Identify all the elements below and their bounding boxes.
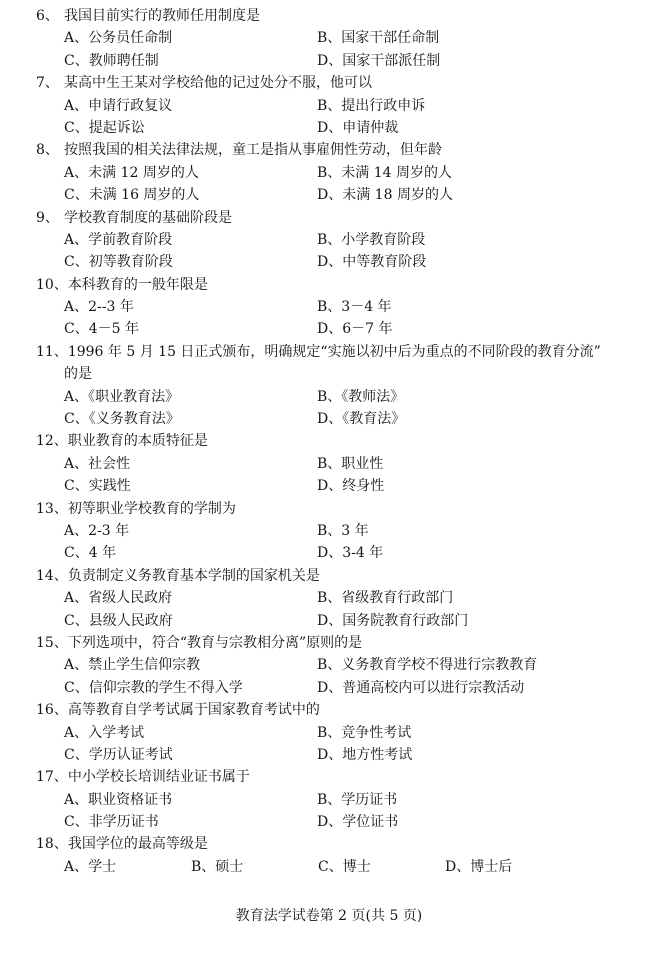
question-12 — [36, 430, 638, 497]
options-grid — [36, 27, 638, 72]
question-stem-line — [36, 430, 638, 452]
question-15 — [36, 632, 638, 699]
options-grid — [36, 162, 638, 207]
option-b: B、《教师法》 — [317, 388, 405, 405]
question-number: 11、 — [36, 343, 68, 360]
option-a: A、职业资格证书 — [64, 791, 173, 808]
question-11 — [36, 341, 638, 431]
option-a: A、2--3 年 — [64, 299, 134, 316]
option-c: C、提起诉讼 — [64, 119, 145, 136]
option-a: A、省级人民政府 — [64, 590, 173, 607]
option-a: A、2-3 年 — [64, 522, 130, 539]
question-number: 12、 — [36, 433, 68, 450]
question-number: 10、 — [36, 276, 68, 293]
question-number: 14、 — [36, 567, 68, 584]
option-b: B、竞争性考试 — [317, 724, 412, 741]
options-grid — [36, 95, 638, 140]
question-stem: 按照我国的相关法律法规，童工是指从事雇佣性劳动，但年龄 — [64, 142, 442, 159]
option-b: B、国家干部任命制 — [317, 30, 440, 47]
question-stem: 下列选项中，符合“教育与宗教相分离”原则的是 — [67, 634, 363, 651]
option-c: C、博士 — [318, 858, 371, 875]
option-a: A、学前教育阶段 — [64, 231, 173, 248]
option-d: D、国家干部派任制 — [317, 52, 441, 69]
option-d: D、未满 18 周岁的人 — [317, 187, 453, 204]
option-d: D、终身性 — [317, 478, 385, 495]
question-stem: 学校教育制度的基础阶段是 — [64, 209, 232, 226]
option-b: B、3 年 — [317, 522, 369, 539]
option-d: D、博士后 — [445, 858, 513, 875]
option-b: B、3－4 年 — [317, 299, 392, 316]
question-stem-line — [36, 699, 638, 721]
options-grid — [36, 453, 638, 498]
option-d: D、中等教育阶段 — [317, 254, 427, 271]
question-stem-line — [36, 766, 638, 788]
question-number: 18、 — [36, 836, 68, 853]
question-stem-line — [36, 207, 638, 229]
option-a: A、申请行政复议 — [64, 97, 173, 114]
question-number: 9、 — [36, 209, 59, 226]
options-grid — [36, 296, 638, 341]
option-c: C、初等教育阶段 — [64, 254, 173, 271]
option-c: C、实践性 — [64, 478, 131, 495]
page-footer: 教育法学试卷第 2 页(共 5 页) — [235, 908, 423, 924]
question-stem-continued: 的是 — [64, 366, 92, 383]
question-number: 8、 — [36, 142, 59, 159]
option-d: D、6－7 年 — [317, 321, 393, 338]
options-row — [36, 856, 638, 878]
option-b: B、未满 14 周岁的人 — [317, 164, 453, 181]
option-c: C、未满 16 周岁的人 — [64, 187, 200, 204]
question-number: 13、 — [36, 500, 68, 517]
question-stem: 本科教育的一般年限是 — [67, 276, 208, 293]
question-stem: 中小学校长培训结业证书属于 — [67, 769, 250, 786]
question-stem-line — [36, 498, 638, 520]
option-a: A、学士 — [64, 858, 117, 875]
question-stem: 职业教育的本质特征是 — [67, 433, 208, 450]
option-d: D、《教育法》 — [317, 411, 406, 428]
question-stem: 负责制定义务教育基本学制的国家机关是 — [67, 567, 320, 584]
question-17 — [36, 766, 638, 833]
option-c: C、信仰宗教的学生不得入学 — [64, 679, 243, 696]
question-10 — [36, 274, 638, 341]
option-c: C、学历认证考试 — [64, 746, 173, 763]
question-stem: 我国目前实行的教师任用制度是 — [64, 8, 260, 24]
question-stem-line — [36, 274, 638, 296]
question-stem: 1996 年 5 月 15 日正式颁布，明确规定“实施以初中后为重点的不同阶段的教育分流” — [67, 343, 601, 360]
option-c: C、教师聘任制 — [64, 52, 159, 69]
option-c: C、非学历证书 — [64, 814, 159, 831]
question-7 — [36, 72, 638, 139]
question-stem-line — [36, 565, 638, 587]
option-d: D、申请仲裁 — [317, 119, 399, 136]
options-grid — [36, 654, 638, 699]
question-number: 7、 — [36, 75, 59, 92]
question-18 — [36, 833, 638, 878]
question-number: 16、 — [36, 702, 68, 719]
option-b: B、提出行政申诉 — [317, 97, 426, 114]
option-d: D、地方性考试 — [317, 746, 413, 763]
question-stem: 某高中生王某对学校给他的记过处分不服，他可以 — [64, 75, 372, 92]
question-stem-line — [36, 341, 638, 363]
options-grid — [36, 789, 638, 834]
question-number: 17、 — [36, 769, 68, 786]
options-grid — [36, 386, 638, 431]
question-stem-line — [36, 139, 638, 161]
option-a: A、《职业教育法》 — [64, 388, 180, 405]
option-b: B、义务教育学校不得进行宗教教育 — [317, 657, 538, 674]
question-13 — [36, 498, 638, 565]
question-stem: 初等职业学校教育的学制为 — [67, 500, 236, 517]
option-c: C、4－5 年 — [64, 321, 139, 338]
option-b: B、省级教育行政部门 — [317, 590, 454, 607]
question-stem-line — [36, 632, 638, 654]
options-grid — [36, 587, 638, 632]
option-a: A、禁止学生信仰宗教 — [64, 657, 201, 674]
question-stem-line — [36, 833, 638, 855]
question-stem-line — [36, 5, 638, 27]
option-b: B、小学教育阶段 — [317, 231, 426, 248]
question-stem: 我国学位的最高等级是 — [67, 836, 208, 853]
option-d: D、学位证书 — [317, 814, 399, 831]
options-grid — [36, 722, 638, 767]
option-c: C、县级人民政府 — [64, 612, 173, 629]
option-a: A、入学考试 — [64, 724, 145, 741]
option-c: C、《义务教育法》 — [64, 411, 180, 428]
question-number: 15、 — [36, 634, 68, 651]
option-b: B、学历证书 — [317, 791, 398, 808]
option-a: A、社会性 — [64, 455, 131, 472]
option-d: D、国务院教育行政部门 — [317, 612, 469, 629]
option-d: D、3-4 年 — [317, 545, 384, 562]
question-stem-line — [36, 363, 638, 385]
question-stem-line — [36, 72, 638, 94]
option-c: C、4 年 — [64, 545, 117, 562]
question-14 — [36, 565, 638, 632]
options-grid — [36, 229, 638, 274]
question-8 — [36, 139, 638, 206]
question-stem: 高等教育自学考试属于国家教育考试中的 — [67, 702, 320, 719]
option-b: B、职业性 — [317, 455, 384, 472]
question-number: 6、 — [36, 8, 59, 24]
option-a: A、公务员任命制 — [64, 30, 173, 47]
options-grid — [36, 520, 638, 565]
question-16 — [36, 699, 638, 766]
option-d: D、普通高校内可以进行宗教活动 — [317, 679, 525, 696]
option-a: A、未满 12 周岁的人 — [64, 164, 199, 181]
option-b: B、硕士 — [191, 858, 244, 875]
question-9 — [36, 207, 638, 274]
question-6 — [36, 5, 638, 72]
